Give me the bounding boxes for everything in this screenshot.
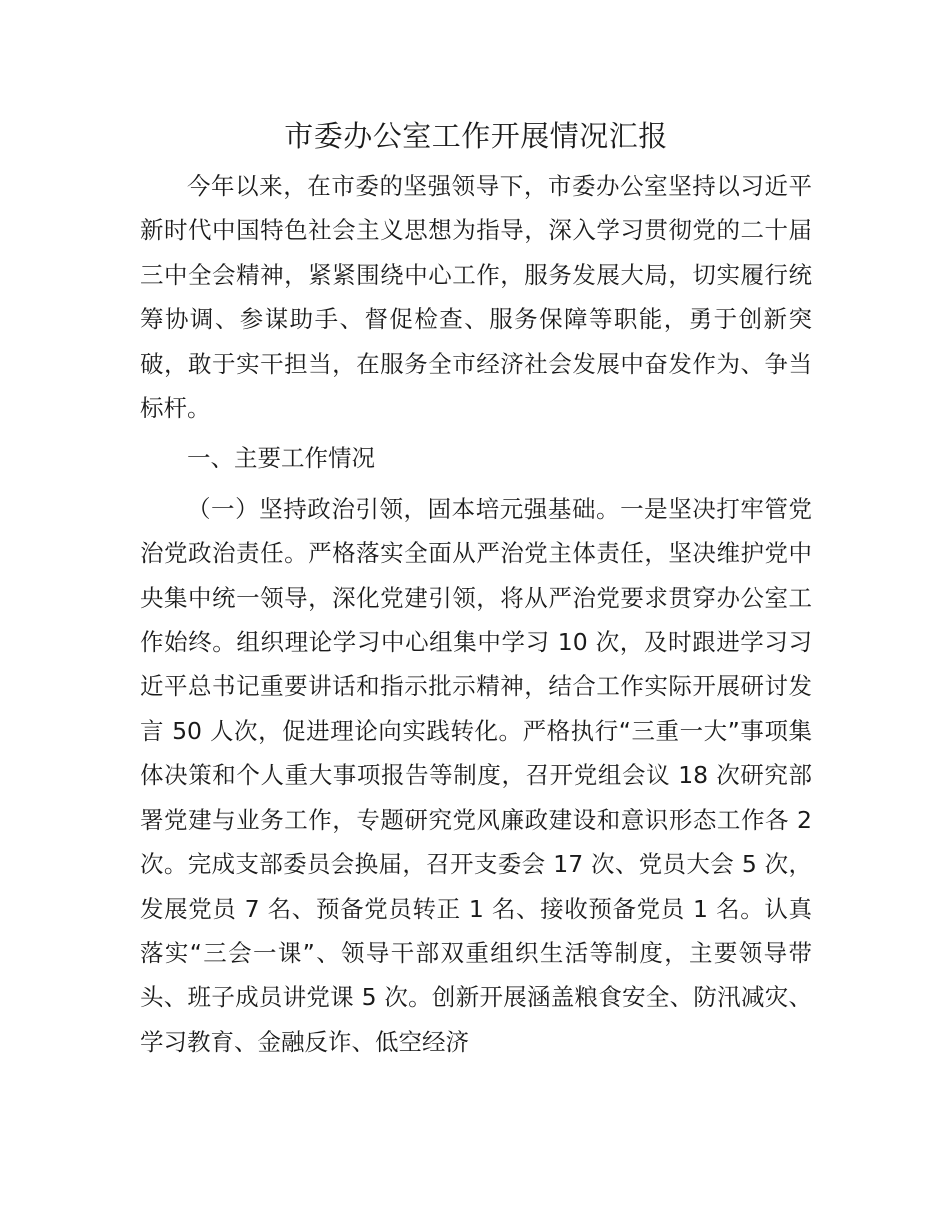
document-page <box>140 112 812 1064</box>
section-body-paragraph: （一）坚持政治引领，固本培元强基础。一是坚决打牢管党治党政治责任。严格落实全面从严治党主体责任，坚决维护党中央集中统一领导，深化党建引领，将从严治党要求贯穿办公室工作始终。组织理论学习中心组集中学习 10 次，及时跟进学习习近平总书记重要讲话和指示批示精神，结合工作实际开展研讨发言 50 人次，促进理论向实践转化。严格执行“三重一大”事项集体决策和个人重大事项报告等制度，召开党组会议 18 次研究部署党建与业务工作，专题研究党风廉政建设和意识形态工作各 2 次。完成支部委员会换届，召开支委会 17 次、党员大会 5 次，发展党员 7 名、预备党员转正 1 名、接收预备党员 1 名。认真落实“三会一课”、领导干部双重组织生活等制度，主要领导带头、班子成员讲党课 5 次。创新开展涵盖粮食安全、防汛减灾、学习教育、金融反诈、低空经济 <box>140 494 812 1056</box>
intro-paragraph: 今年以来，在市委的坚强领导下，市委办公室坚持以习近平新时代中国特色社会主义思想为指导，深入学习贯彻党的二十届三中全会精神，紧紧围绕中心工作，服务发展大局，切实履行统筹协调、参谋助手、督促检查、服务保障等职能，勇于创新突破，敢于实干担当，在服务全市经济社会发展中奋发作为、争当标杆。 <box>140 172 812 423</box>
section-heading: 一、主要工作情况 <box>187 444 375 473</box>
document-title: 市委办公室工作开展情况汇报 <box>284 119 668 153</box>
